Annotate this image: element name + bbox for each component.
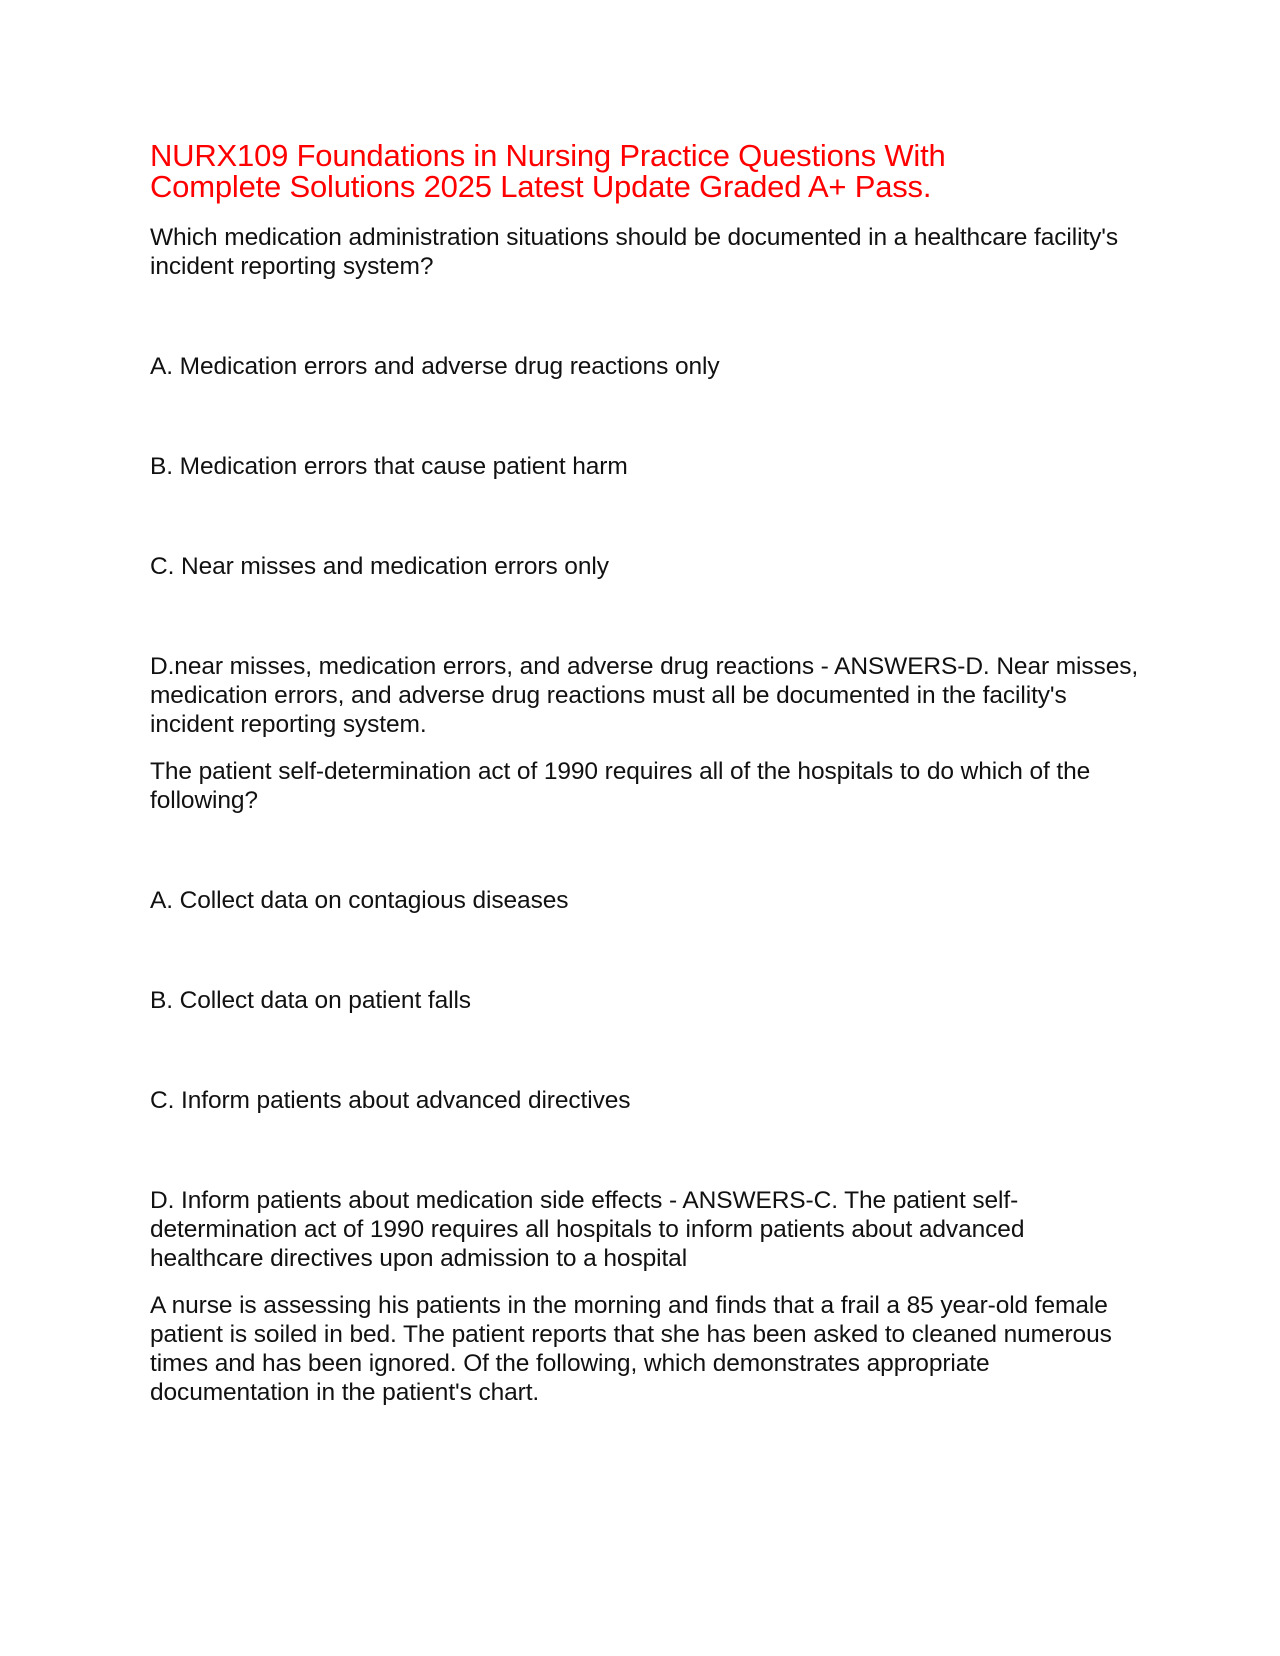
question-1-option-b: B. Medication errors that cause patient harm	[150, 453, 628, 480]
question-2-option-a: A. Collect data on contagious diseases	[150, 887, 569, 914]
question-2-option-c: C. Inform patients about advanced directives	[150, 1087, 631, 1114]
document-title	[150, 140, 1140, 202]
title-line-1: NURX109 Foundations in Nursing Practice Questions With	[150, 138, 946, 173]
question-2-stem: The patient self-determination act of 1990 requires all of the hospitals to do which of the following?	[150, 758, 1091, 814]
question-1-option-a: A. Medication errors and adverse drug reactions only	[150, 353, 720, 380]
question-1-stem: Which medication administration situations should be documented in a healthcare facility's incident reporting system?	[150, 224, 1119, 280]
question-2-option-d-answer: D. Inform patients about medication side effects - ANSWERS-C. The patient self-determination act of 1990 requires all hospitals to inform patients about advanced healthcare directives upon admission to a hospital	[150, 1187, 1025, 1272]
question-2-option-b: B. Collect data on patient falls	[150, 987, 471, 1014]
document-page	[150, 140, 1140, 1407]
question-1-option-c: C. Near misses and medication errors only	[150, 553, 609, 580]
question-1-option-d-answer: D.near misses, medication errors, and adverse drug reactions - ANSWERS-D. Near misses, medication errors, and adverse drug reactions must all be documented in the facility's incident reporting system.	[150, 653, 1139, 738]
title-line-2: Complete Solutions 2025 Latest Update Graded A+ Pass.	[150, 169, 932, 204]
question-3-stem: A nurse is assessing his patients in the morning and finds that a frail a 85 year-old female patient is soiled in bed. The patient reports that she has been asked to cleaned numerous times and has been ignored. Of the following, which demonstrates appropriate documentation in the patient's chart.	[150, 1292, 1112, 1406]
